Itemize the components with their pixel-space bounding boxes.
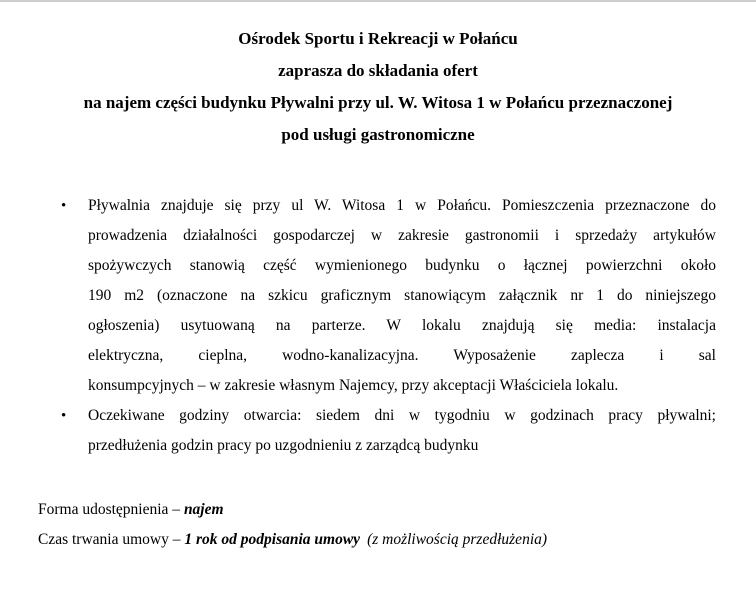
terms-section <box>38 495 756 555</box>
bullet-icon: • <box>61 198 67 214</box>
paragraph-line: przedłużenia godzin pracy po uzgodnieniu z zarządcą budynku <box>88 437 479 454</box>
paragraph-line: prowadzenia działalności gospodarczej w zakresie gastronomii i sprzedaży artykułów <box>88 227 716 244</box>
term-label: Czas trwania umowy – <box>38 531 181 548</box>
paragraph-line: elektryczna, cieplna, wodno-kanalizacyjna. Wyposażenie zaplecza i sal <box>88 347 716 364</box>
bullet-paragraph <box>88 401 716 461</box>
document-title <box>0 2 756 151</box>
bullet-list <box>0 191 756 461</box>
bullet-icon: • <box>61 408 67 424</box>
paragraph-line: Pływalnia znajduje się przy ul W. Witosa 1 w Połańcu. Pomieszczenia przeznaczone do <box>88 197 716 214</box>
list-item-premises <box>0 191 756 401</box>
term-rental-form <box>38 495 756 525</box>
paragraph-line: konsumpcyjnych – w zakresie własnym Najemcy, przy akceptacji Właściciela lokalu. <box>88 377 619 394</box>
term-value: najem <box>183 501 224 518</box>
term-note: (z możliwością przedłużenia) <box>367 531 548 548</box>
list-item-opening-hours <box>0 401 756 461</box>
title-line-1: Ośrodek Sportu i Rekreacji w Połańcu <box>238 29 518 48</box>
paragraph-line: 190 m2 (oznaczone na szkicu graficznym stanowiącym załącznik nr 1 do niniejszego <box>88 287 716 304</box>
title-line-4: pod usługi gastronomiczne <box>281 125 475 144</box>
term-value: 1 rok od podpisania umowy <box>184 531 361 548</box>
paragraph-line: spożywczych stanowią część wymienionego budynku o łącznej powierzchni około <box>88 257 716 274</box>
paragraph-line: ogłoszenia) usytuowaną na parterze. W lokalu znajdują się media: instalacja <box>88 317 716 334</box>
term-contract-duration <box>38 525 756 555</box>
paragraph-line: Oczekiwane godziny otwarcia: siedem dni w tygodniu w godzinach pracy pływalni; <box>88 407 716 424</box>
title-line-2: zaprasza do składania ofert <box>278 61 478 80</box>
term-label: Forma udostępnienia – <box>38 501 181 518</box>
bullet-paragraph <box>88 191 716 401</box>
title-line-3: na najem części budynku Pływalni przy ul. W. Witosa 1 w Połańcu przeznaczonej <box>83 93 673 112</box>
